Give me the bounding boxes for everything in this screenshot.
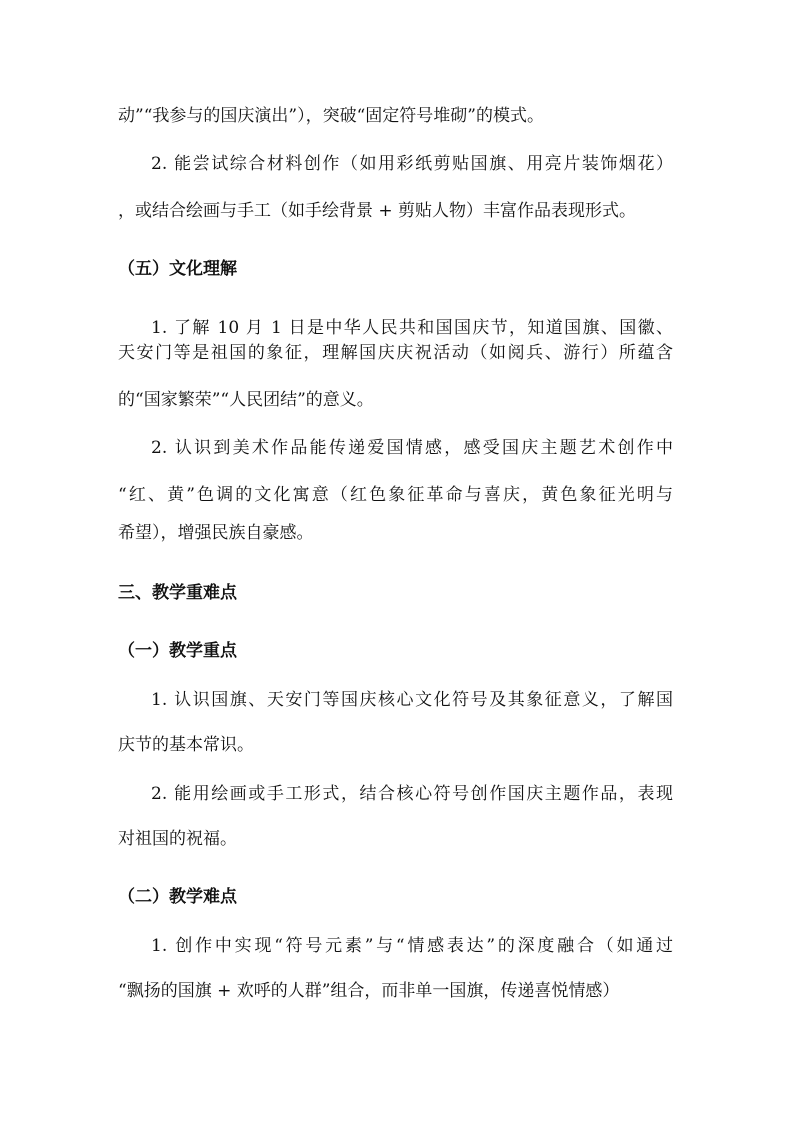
paragraph-line: 动”“我参与的国庆演出”），突破“固定符号堆砌”的模式。 <box>118 106 544 126</box>
list-item-materials: 2. 能尝试综合材料创作（如用彩纸剪贴国旗、用亮片装饰烟花） <box>151 154 673 174</box>
list-item-symbols: 1. 认识国旗、天安门等国庆核心文化符号及其象征意义，了解国 <box>151 690 673 710</box>
paragraph-line: “飘扬的国旗 + 欢呼的人群”组合，而非单一国旗，传递喜悦情感） <box>118 981 620 1001</box>
list-item-creation: 2. 能用绘画或手工形式，结合核心符号创作国庆主题作品，表现 <box>151 784 673 804</box>
list-item-fusion: 1. 创作中实现“符号元素”与“情感表达”的深度融合（如通过 <box>151 936 673 956</box>
heading-section-3: 三、教学重难点 <box>118 583 237 603</box>
paragraph-line: 天安门等是祖国的象征，理解国庆庆祝活动（如阅兵、游行）所蕴含 <box>118 343 673 363</box>
paragraph-line: ，或结合绘画与手工（如手绘背景 + 剪贴人物）丰富作品表现形式。 <box>118 201 637 221</box>
paragraph-line: 对祖国的祝福。 <box>118 829 237 849</box>
paragraph-line: 庆节的基本常识。 <box>118 735 254 755</box>
list-item-art-emotion: 2. 认识到美术作品能传递爱国情感，感受国庆主题艺术创作中 <box>151 438 673 458</box>
paragraph-line: 希望），增强民族自豪感。 <box>118 523 314 543</box>
heading-key-points: （一）教学重点 <box>118 641 237 661</box>
heading-difficult-points: （二）教学难点 <box>118 887 237 907</box>
heading-culture-understanding: （五）文化理解 <box>118 259 237 279</box>
paragraph-line: 的“国家繁荣”“人民团结”的意义。 <box>118 390 374 410</box>
paragraph-line: “红、黄”色调的文化寓意（红色象征革命与喜庆，黄色象征光明与 <box>118 485 673 505</box>
list-item-national-day: 1. 了解 10 月 1 日是中华人民共和国国庆节，知道国旗、国徽、 <box>151 318 673 338</box>
